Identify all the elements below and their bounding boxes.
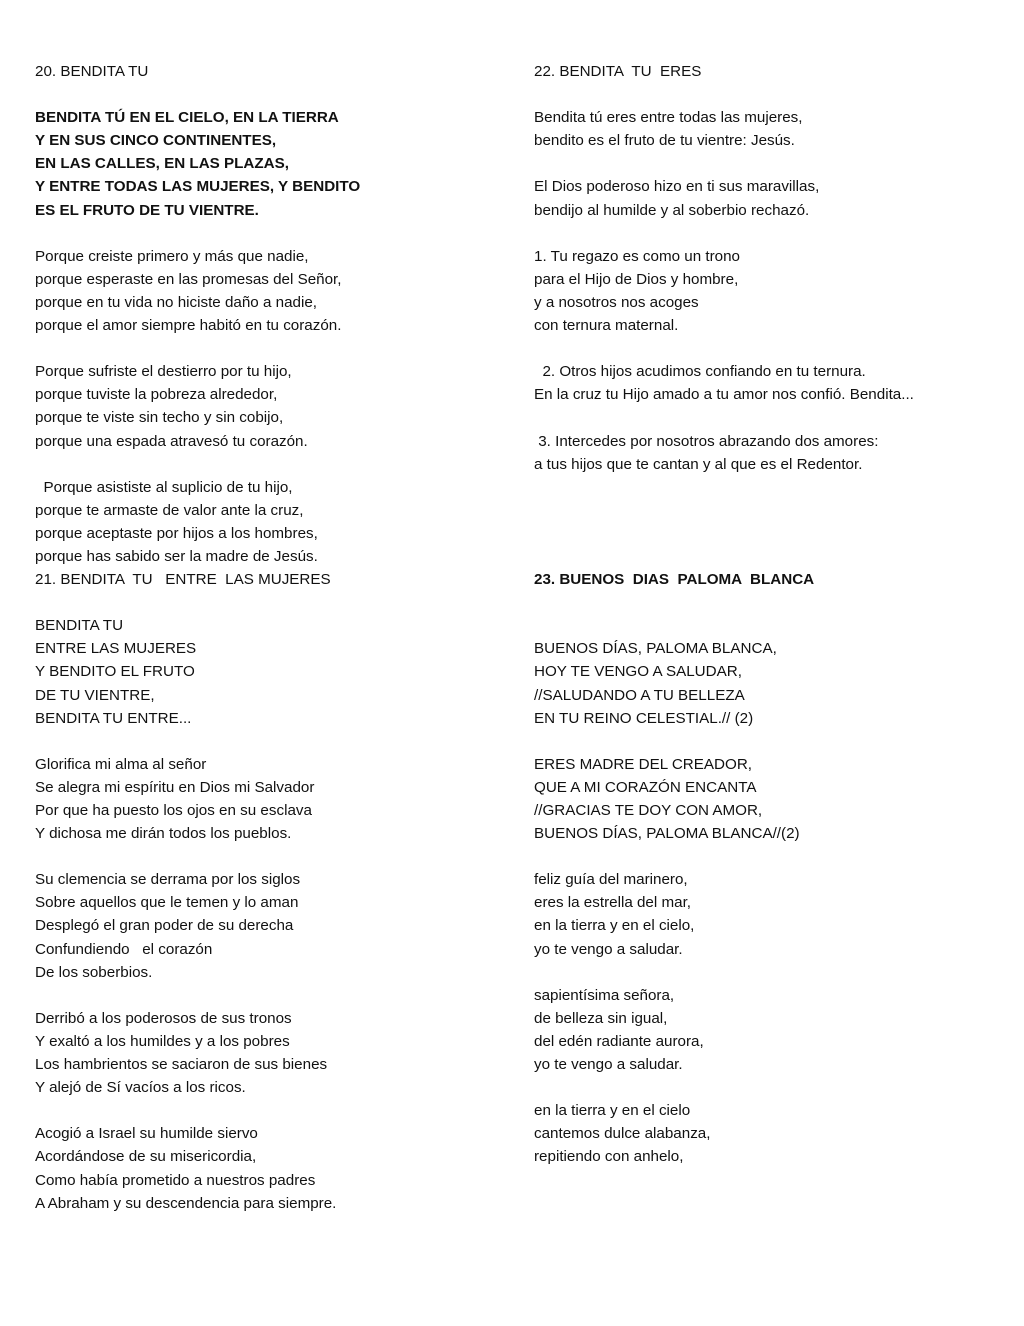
verse	[35, 868, 505, 983]
lyric-line: Como había prometido a nuestros padres	[35, 1171, 316, 1189]
lyric-line: EN LAS CALLES, EN LAS PLAZAS,	[35, 155, 289, 173]
lyric-line: Acordándose de su misericordia,	[35, 1148, 257, 1166]
lyric-line: Sobre aquellos que le temen y lo aman	[35, 894, 299, 912]
lyric-line: EN TU REINO CELESTIAL.// (2)	[534, 709, 754, 727]
verse	[534, 868, 1004, 960]
lyric-line: 2. Otros hijos acudimos confiando en tu ternura.	[534, 363, 866, 381]
lyric-line: porque aceptaste por hijos a los hombres,	[35, 524, 318, 542]
lyric-line: BUENOS DÍAS, PALOMA BLANCA//(2)	[534, 825, 800, 843]
lyric-line: Porque sufriste el destierro por tu hijo,	[35, 363, 292, 381]
lyric-line: porque has sabido ser la madre de Jesús.	[35, 547, 318, 565]
lyric-line: porque en tu vida no hiciste daño a nadie,	[35, 293, 318, 311]
verse	[35, 753, 505, 845]
lyric-line: Acogió a Israel su humilde siervo	[35, 1125, 258, 1143]
lyric-line: //GRACIAS TE DOY CON AMOR,	[534, 802, 763, 819]
song-title: 20. BENDITA TU	[35, 63, 149, 80]
lyric-line: Y EN SUS CINCO CONTINENTES,	[35, 132, 277, 150]
lyric-line: //SALUDANDO A TU BELLEZA	[534, 686, 745, 704]
song-20	[35, 60, 505, 568]
lyric-line: en la tierra y en el cielo	[534, 1102, 691, 1120]
lyric-line: 1. Tu regazo es como un trono	[534, 247, 740, 265]
lyric-line: bendito es el fruto de tu vientre: Jesús.	[534, 132, 795, 150]
verse	[35, 360, 505, 452]
lyric-line: BENDITA TÚ EN EL CIELO, EN LA TIERRA	[35, 109, 339, 127]
lyric-line: a tus hijos que te cantan y al que es el Redentor.	[534, 455, 863, 473]
lyric-line: bendijo al humilde y al soberbio rechazó.	[534, 201, 810, 219]
lyric-line: Y dichosa me dirán todos los pueblos.	[35, 825, 292, 843]
lyric-line: sapientísima señora,	[534, 986, 675, 1004]
song-23	[534, 568, 1004, 1168]
lyric-line: repitiendo con anhelo,	[534, 1148, 684, 1166]
lyric-line: Y alejó de Sí vacíos a los ricos.	[35, 1079, 246, 1097]
verse	[534, 106, 1004, 152]
song-title: 23. BUENOS DIAS PALOMA BLANCA	[534, 571, 815, 589]
song-22	[534, 60, 1004, 476]
lyric-line: Derribó a los poderosos de sus tronos	[35, 1009, 292, 1027]
lyric-line: con ternura maternal.	[534, 317, 679, 335]
lyric-line: Desplegó el gran poder de su derecha	[35, 917, 294, 935]
lyric-line: del edén radiante aurora,	[534, 1032, 704, 1050]
lyric-line: De los soberbios.	[35, 963, 153, 981]
lyric-line: Su clemencia se derrama por los siglos	[35, 871, 301, 889]
lyric-line: porque una espada atravesó tu corazón.	[35, 432, 308, 450]
lyric-line: DE TU VIENTRE,	[35, 686, 155, 704]
lyric-line: eres la estrella del mar,	[534, 894, 692, 912]
lyric-line: en la tierra y en el cielo,	[534, 917, 695, 935]
lyric-line: porque te armaste de valor ante la cruz,	[35, 501, 304, 519]
lyric-line: Los hambrientos se saciaron de sus bienes	[35, 1056, 328, 1074]
chorus	[35, 614, 505, 729]
lyric-line: yo te vengo a saludar.	[534, 1056, 683, 1074]
verse	[534, 175, 1004, 221]
lyric-line: Y BENDITO EL FRUTO	[35, 663, 195, 681]
lyric-line: BUENOS DÍAS, PALOMA BLANCA,	[534, 640, 777, 658]
song-title: 21. BENDITA TU ENTRE LAS MUJERES	[35, 571, 331, 589]
lyric-line: Confundiendo el corazón	[35, 940, 213, 958]
verse	[534, 637, 1004, 729]
lyric-line: feliz guía del marinero,	[534, 871, 688, 889]
lyric-line: ERES MADRE DEL CREADOR,	[534, 755, 753, 773]
verse	[534, 430, 1004, 476]
lyric-line: El Dios poderoso hizo en ti sus maravillas,	[534, 178, 820, 196]
lyric-line: Y ENTRE TODAS LAS MUJERES, Y BENDITO	[35, 178, 361, 196]
verse	[35, 245, 505, 337]
lyric-line: Porque asististe al suplicio de tu hijo,	[35, 478, 293, 496]
lyric-line: ENTRE LAS MUJERES	[35, 640, 197, 658]
verse	[534, 984, 1004, 1076]
lyric-line: para el Hijo de Dios y hombre,	[534, 270, 739, 288]
verse	[534, 1099, 1004, 1168]
song-title: 22. BENDITA TU ERES	[534, 63, 702, 80]
lyric-line: A Abraham y su descendencia para siempre.	[35, 1194, 337, 1212]
lyric-line: Por que ha puesto los ojos en su esclava	[35, 802, 312, 819]
lyric-line: 3. Intercedes por nosotros abrazando dos amores:	[534, 432, 879, 450]
chorus	[35, 106, 505, 221]
lyric-line: porque tuviste la pobreza alrededor,	[35, 386, 278, 404]
lyric-line: HOY TE VENGO A SALUDAR,	[534, 663, 742, 681]
verse	[534, 360, 1004, 406]
lyric-line: de belleza sin igual,	[534, 1009, 668, 1027]
song-21	[35, 568, 505, 1215]
lyric-line: Glorifica mi alma al señor	[35, 755, 207, 773]
lyric-line: porque te viste sin techo y sin cobijo,	[35, 409, 284, 427]
verse	[35, 1122, 505, 1214]
lyric-line: Bendita tú eres entre todas las mujeres,	[534, 109, 803, 127]
lyric-line: En la cruz tu Hijo amado a tu amor nos confió. Bendita...	[534, 386, 914, 404]
lyric-line: ES EL FRUTO DE TU VIENTRE.	[35, 201, 259, 219]
lyric-line: QUE A MI CORAZÓN ENCANTA	[534, 778, 757, 796]
right-column	[534, 60, 1004, 1169]
left-column	[35, 60, 505, 1215]
lyric-line: Porque creiste primero y más que nadie,	[35, 247, 309, 265]
lyric-line: BENDITA TU ENTRE...	[35, 709, 192, 727]
verse	[35, 1007, 505, 1099]
verse	[534, 245, 1004, 337]
lyric-line: cantemos dulce alabanza,	[534, 1125, 711, 1143]
lyric-line: yo te vengo a saludar.	[534, 940, 683, 958]
lyric-line: porque el amor siempre habitó en tu corazón.	[35, 317, 342, 335]
lyric-line: porque esperaste en las promesas del Señor,	[35, 270, 342, 288]
verse	[35, 476, 505, 568]
lyric-line: Y exaltó a los humildes y a los pobres	[35, 1032, 290, 1050]
lyric-line: y a nosotros nos acoges	[534, 293, 699, 311]
verse	[534, 753, 1004, 845]
lyric-line: BENDITA TU	[35, 617, 124, 635]
lyric-line: Se alegra mi espíritu en Dios mi Salvador	[35, 778, 315, 796]
